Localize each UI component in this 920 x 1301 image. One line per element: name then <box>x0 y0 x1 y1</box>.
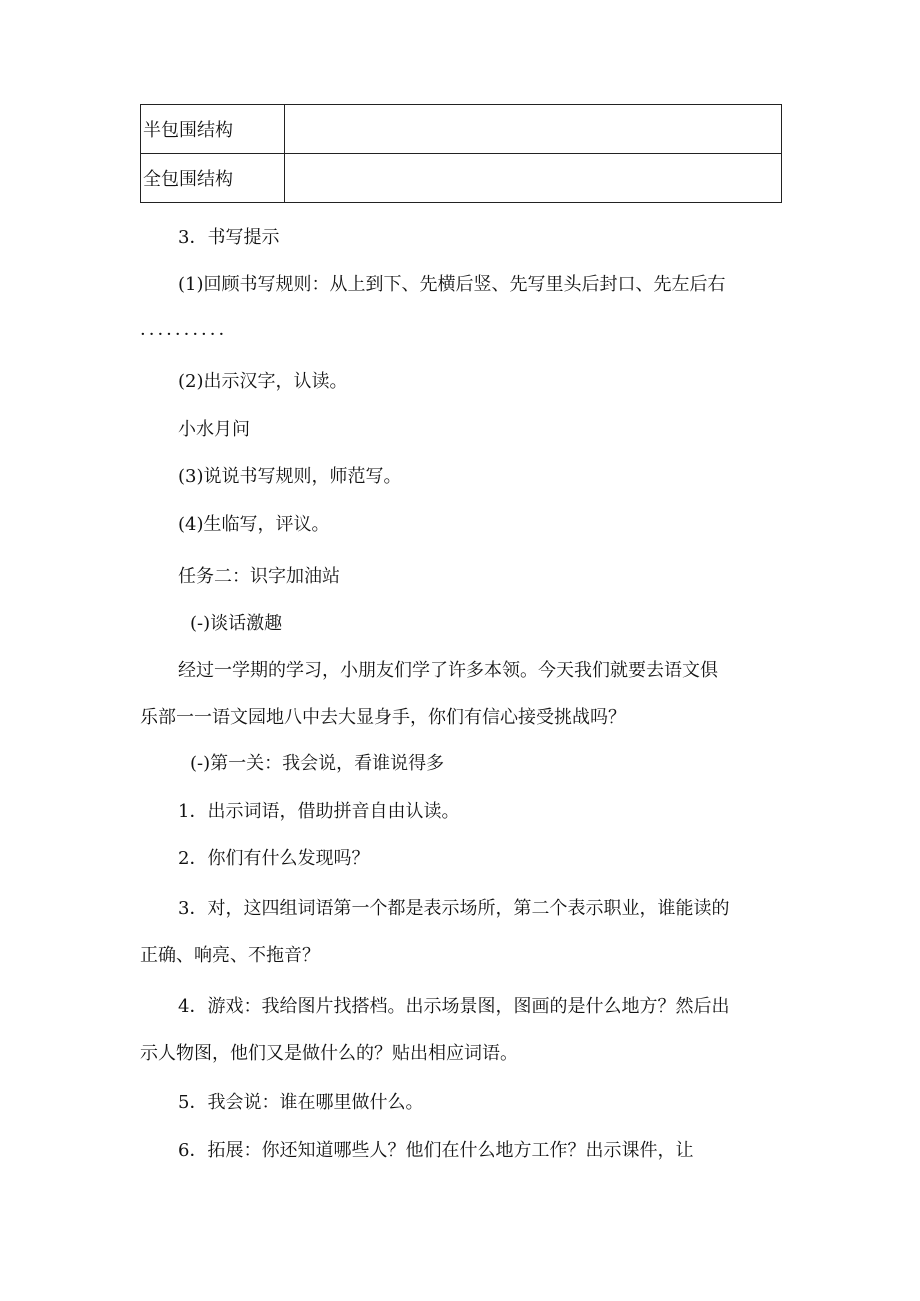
paragraph-line: (1)回顾书写规则：从上到下、先横后竖、先写里头后封口、先左后右 <box>178 274 726 295</box>
paragraph-line: 小水月问 <box>178 419 250 440</box>
paragraph-line: 3．对，这四组词语第一个都是表示场所，第二个表示职业，谁能读的 <box>178 898 730 919</box>
paragraph-line: 正确、响亮、不拖音？ <box>140 945 320 966</box>
table-row <box>141 154 782 203</box>
paragraph-line: 1．出示词语，借助拼音自由认读。 <box>178 801 460 822</box>
section-heading: 3．书写提示 <box>178 227 280 248</box>
paragraph-line: (2)出示汉字，认读。 <box>178 371 348 392</box>
subsection-heading: (-)谈话激趣 <box>190 613 283 634</box>
paragraph-line: 2．你们有什么发现吗？ <box>178 848 370 869</box>
structure-table <box>140 104 782 203</box>
table-cell-value <box>285 105 782 154</box>
paragraph-line: 示人物图，他们又是做什么的？贴出相应词语。 <box>140 1043 518 1064</box>
paragraph-line: 经过一学期的学习，小朋友们学了许多本领。今天我们就要去语文俱 <box>178 660 718 681</box>
paragraph-line: 5．我会说：谁在哪里做什么。 <box>178 1092 424 1113</box>
table-cell-value <box>285 154 782 203</box>
table-cell-label: 全包围结构 <box>141 154 285 203</box>
paragraph-line: 乐部一一语文园地八中去大显身手，你们有信心接受挑战吗？ <box>140 707 626 728</box>
paragraph-line: 6．拓展：你还知道哪些人？他们在什么地方工作？出示课件，让 <box>178 1140 694 1161</box>
task-heading: 任务二：识字加油站 <box>178 566 340 587</box>
paragraph-line: 4．游戏：我给图片找搭档。出示场景图，图画的是什么地方？然后出 <box>178 996 730 1017</box>
ellipsis-line: ·········· <box>140 324 228 345</box>
table-row <box>141 105 782 154</box>
paragraph-line: (3)说说书写规则，师范写。 <box>178 466 402 487</box>
table-cell-label: 半包围结构 <box>141 105 285 154</box>
subsection-heading: (-)第一关：我会说，看谁说得多 <box>190 753 445 774</box>
paragraph-line: (4)生临写，评议。 <box>178 514 330 535</box>
